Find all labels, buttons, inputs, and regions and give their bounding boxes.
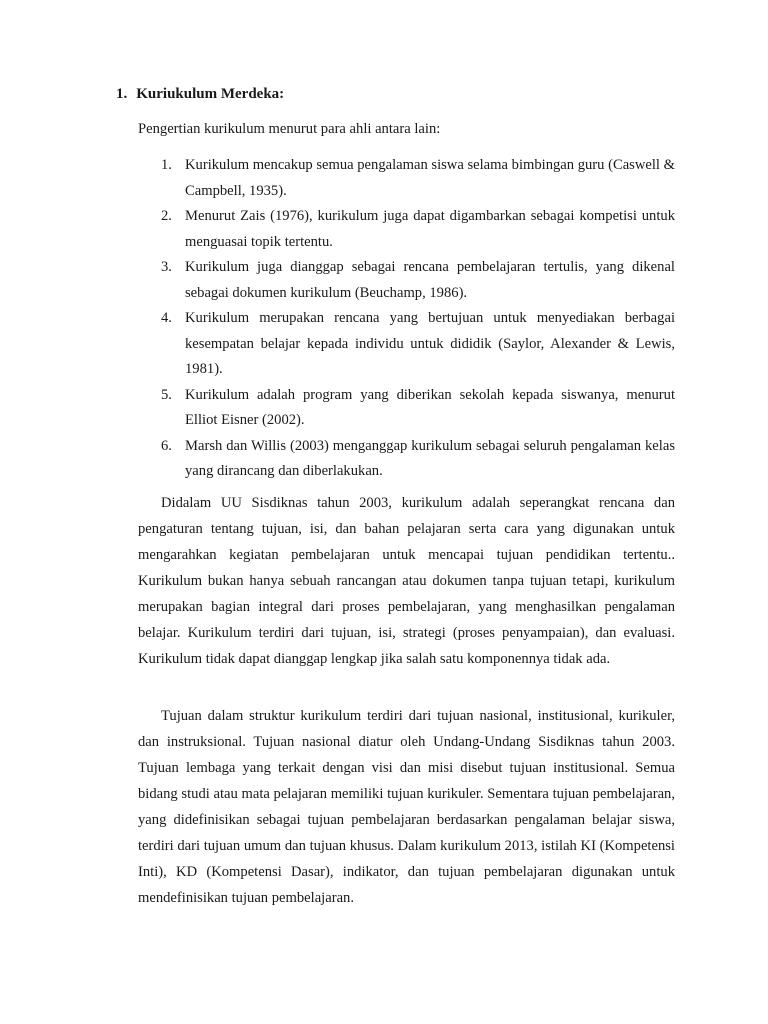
section-number: 1.	[116, 86, 128, 102]
list-item	[161, 153, 675, 204]
section-title: Kuriukulum Merdeka:	[136, 86, 285, 102]
paragraph-uu-sisdiknas: Didalam UU Sisdiknas tahun 2003, kurikulum adalah seperangkat rencana dan pengaturan tentang tujuan, isi, dan bahan pelajaran serta cara yang digunakan untuk mengarahkan kegiatan pembelajaran untuk mencapai tujuan pendidikan tertentu.. Kurikulum bukan hanya sebuah rancangan atau dokumen tanpa tujuan tetapi, kurikulum merupakan bagian integral dari proses pembelajaran, yang menghasilkan pengalaman belajar. Kurikulum terdiri dari tujuan, isi, strategi (proses penyampaian), dan evaluasi. Kurikulum tidak dapat dianggap lengkap jika salah satu komponennya tidak ada.	[138, 495, 675, 667]
list-item	[161, 434, 675, 485]
list-item-text: Marsh dan Willis (2003) menganggap kurikulum sebagai seluruh pengalaman kelas yang dirancang dan diberlakukan.	[185, 437, 675, 479]
list-item	[161, 255, 675, 306]
list-item-text: Menurut Zais (1976), kurikulum juga dapat digambarkan sebagai kompetisi untuk menguasai topik tertentu.	[185, 208, 675, 250]
section-heading	[116, 86, 284, 103]
list-item	[161, 306, 675, 383]
list-item-text: Kurikulum juga dianggap sebagai rencana pembelajaran tertulis, yang dikenal sebagai dokumen kurikulum (Beuchamp, 1986).	[185, 259, 675, 301]
list-item-number: 3.	[161, 259, 172, 275]
list-item-number: 1.	[161, 157, 172, 173]
list-item	[161, 204, 675, 255]
list-item-text: Kurikulum adalah program yang diberikan sekolah kepada siswanya, menurut Elliot Eisner (2002).	[185, 386, 675, 428]
intro-text: Pengertian kurikulum menurut para ahli antara lain:	[138, 121, 441, 137]
list-item-number: 4.	[161, 310, 172, 326]
list-item	[161, 383, 675, 434]
list-item-text: Kurikulum merupakan rencana yang bertujuan untuk menyediakan berbagai kesempatan belajar kepada individu untuk dididik (Saylor, Alexander & Lewis, 1981).	[185, 310, 675, 377]
list-item-number: 2.	[161, 208, 172, 224]
list-item-number: 5.	[161, 386, 172, 403]
list-item-number: 6.	[161, 437, 172, 454]
definition-list	[161, 153, 675, 485]
paragraph-tujuan-kurikulum: Tujuan dalam struktur kurikulum terdiri dari tujuan nasional, institusional, kurikuler, dan instruksional. Tujuan nasional diatur oleh Undang-Undang Sisdiknas tahun 2003. Tujuan lembaga yang terkait dengan visi dan misi disebut tujuan institusional. Semua bidang studi atau mata pelajaran memiliki tujuan kurikuler. Sementara tujuan pembelajaran, yang didefinisikan sebagai tujuan pembelajaran berdasarkan pengalaman belajar siswa, terdiri dari tujuan umum dan tujuan khusus. Dalam kurikulum 2013, istilah KI (Kompetensi Inti), KD (Kompetensi Dasar), indikator, dan tujuan pembelajaran digunakan untuk mendefinisikan tujuan pembelajaran.	[138, 708, 675, 906]
list-item-text: Kurikulum mencakup semua pengalaman siswa selama bimbingan guru (Caswell & Campbell, 1935).	[185, 157, 675, 199]
